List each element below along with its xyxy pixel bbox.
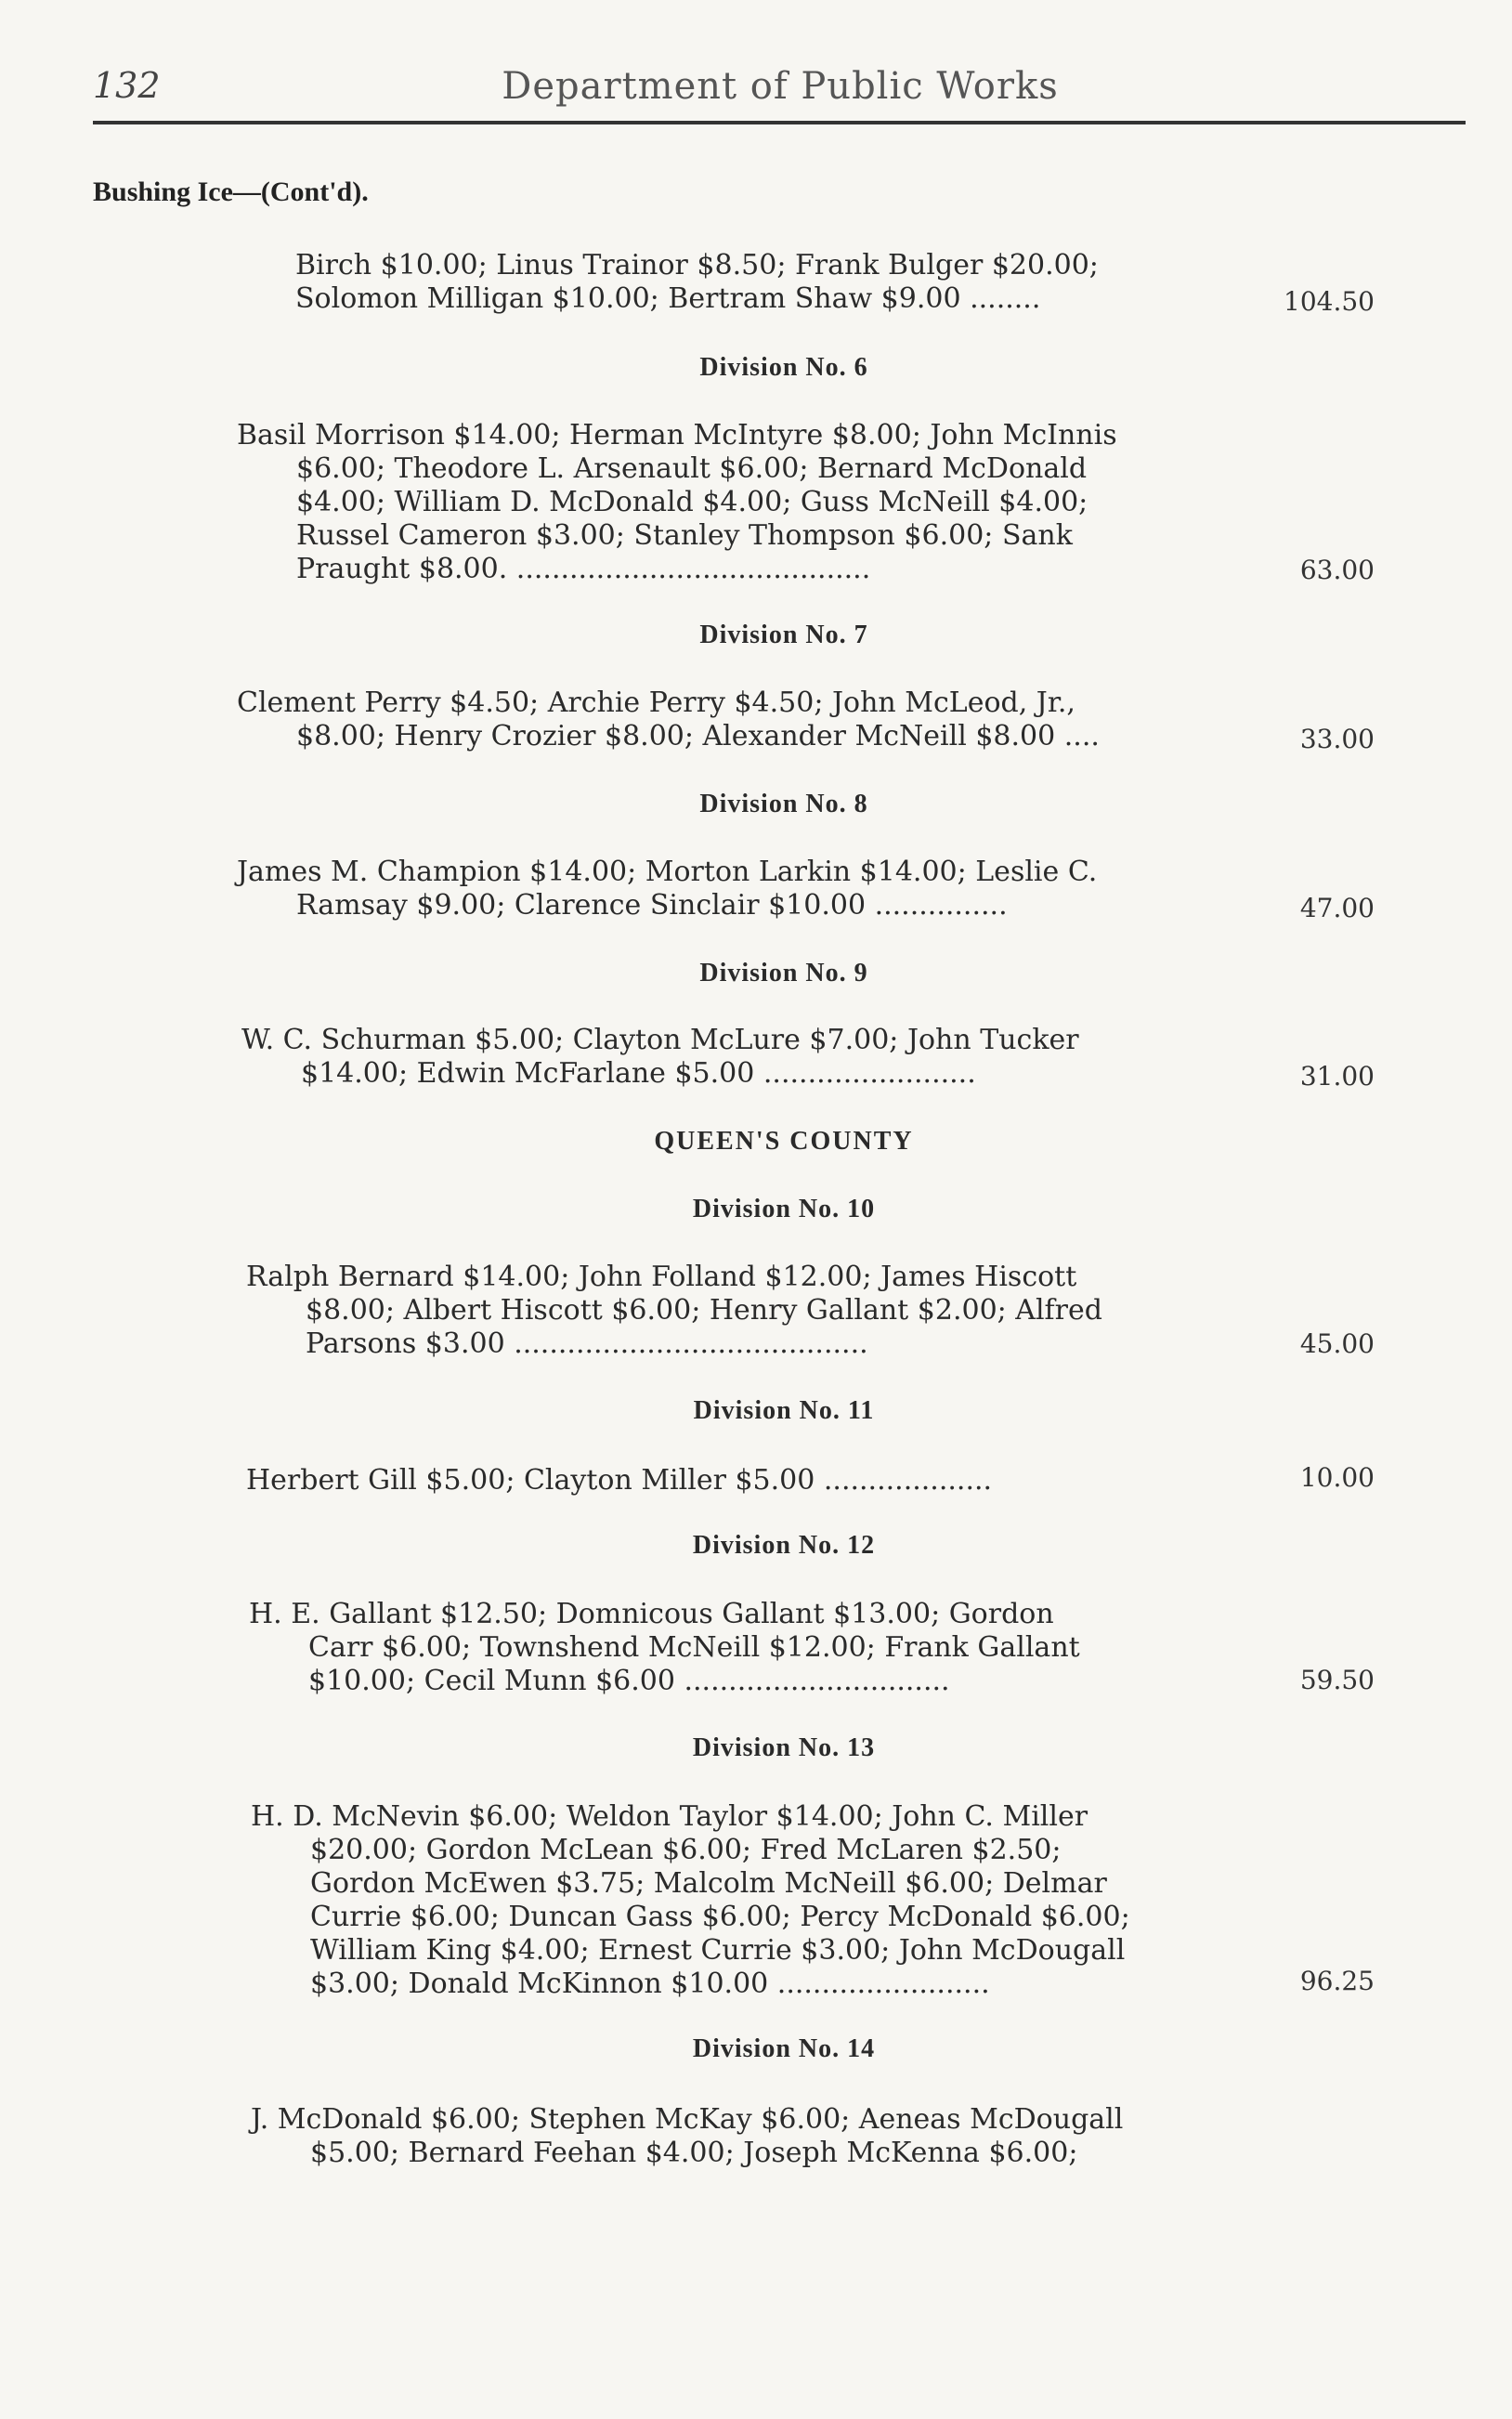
entry-paragraph: Ralph Bernard $14.00; John Folland $12.00; James Hiscott $8.00; Albert Hiscott $6.00; Henry Gallant $2.00; Alfred Parsons $3.00 ........................................ (246, 1261, 1102, 1360)
header-rule (93, 121, 1466, 124)
entry-paragraph: James M. Champion $14.00; Morton Larkin $14.00; Leslie C. Ramsay $9.00; Clarence Sinclair $10.00 ............... (237, 856, 1098, 922)
entry-total: 47.00 (1299, 893, 1375, 923)
entry-paragraph: Birch $10.00; Linus Trainor $8.50; Frank Bulger $20.00; Solomon Milligan $10.00; Bertram Shaw $9.00 ........ (295, 249, 1099, 315)
division-heading: Division No. 6 (699, 353, 868, 382)
division-heading: Division No. 8 (699, 790, 868, 818)
entry-total: 63.00 (1299, 555, 1375, 585)
county-heading: QUEEN'S COUNTY (654, 1127, 914, 1156)
division-heading: Division No. 13 (692, 1733, 876, 1762)
entry-total: 96.25 (1299, 1966, 1375, 1996)
entry-total: 104.50 (1284, 286, 1375, 317)
division-heading: Division No. 10 (692, 1195, 876, 1223)
page-number: 132 (93, 65, 161, 106)
entry-total: 33.00 (1299, 724, 1375, 754)
entry-paragraph: Basil Morrison $14.00; Herman McIntyre $8.00; John McInnis $6.00; Theodore L. Arsenault $6.00; Bernard McDonald $4.00; William D. McDonald $4.00; Guss McNeill $4.00; Russel Cameron $3.00; Stanley Thompson $6.00; Sank Praught $8.00. ........................................ (237, 419, 1117, 585)
entry-total: 31.00 (1299, 1061, 1375, 1092)
division-heading: Division No. 12 (692, 1531, 876, 1560)
division-heading: Division No. 11 (693, 1396, 875, 1425)
entry-paragraph: H. D. McNevin $6.00; Weldon Taylor $14.00; John C. Miller $20.00; Gordon McLean $6.00; Fred McLaren $2.50; Gordon McEwen $3.75; Malcolm McNeill $6.00; Delmar Currie $6.00; Duncan Gass $6.00; Percy McDonald $6.00; William King $4.00; Ernest Currie $3.00; John McDougall $3.00; Donald McKinnon $10.00 ........................ (251, 1800, 1130, 2000)
entry-paragraph: J. McDonald $6.00; Stephen McKay $6.00; Aeneas McDougall $5.00; Bernard Feehan $4.00; Joseph McKenna $6.00; (251, 2103, 1124, 2169)
entry-total: 59.50 (1299, 1665, 1375, 1695)
division-heading: Division No. 9 (699, 959, 868, 987)
division-heading: Division No. 14 (692, 2034, 876, 2063)
entry-paragraph: W. C. Schurman $5.00; Clayton McLure $7.00; John Tucker $14.00; Edwin McFarlane $5.00 ........................ (241, 1024, 1079, 1090)
entry-total: 45.00 (1299, 1328, 1375, 1359)
page-title: Department of Public Works (502, 65, 1059, 108)
division-heading: Division No. 7 (699, 621, 868, 649)
section-heading: Bushing Ice—(Cont'd). (93, 177, 369, 207)
entry-total: 10.00 (1299, 1462, 1375, 1493)
entry-paragraph: Herbert Gill $5.00; Clayton Miller $5.00 ................... (246, 1464, 993, 1497)
page-header (93, 65, 1467, 121)
entry-paragraph: Clement Perry $4.50; Archie Perry $4.50; John McLeod, Jr., $8.00; Henry Crozier $8.00; Alexander McNeill $8.00 .... (237, 686, 1100, 752)
entry-paragraph: H. E. Gallant $12.50; Domnicous Gallant $13.00; Gordon Carr $6.00; Townshend McNeill $12.00; Frank Gallant $10.00; Cecil Munn $6.00 .............................. (249, 1598, 1080, 1697)
